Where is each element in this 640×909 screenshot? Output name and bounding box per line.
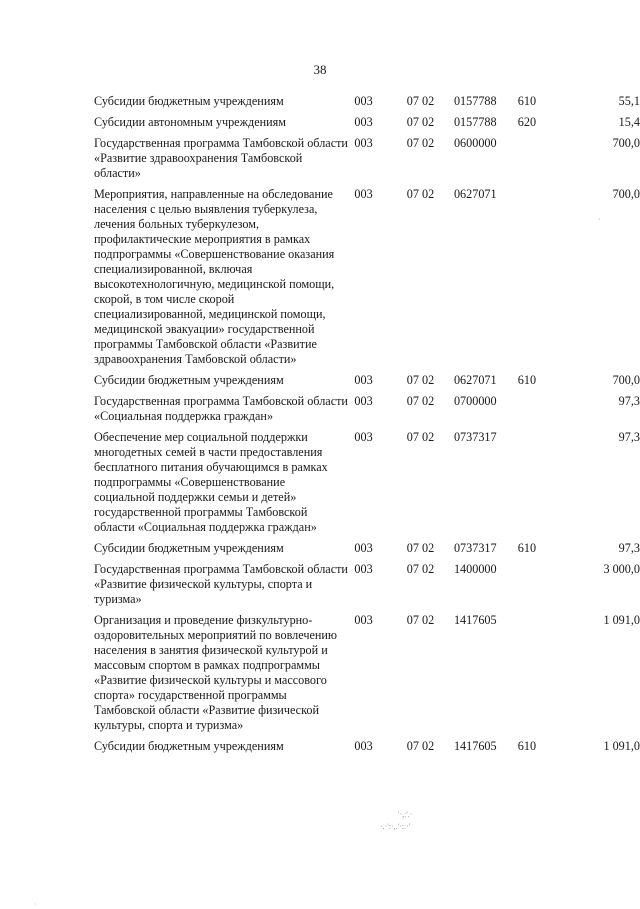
table-row <box>94 560 640 611</box>
row-csr: 0627071 <box>453 187 497 201</box>
row-vr <box>518 611 563 737</box>
row-ved: 003 <box>354 94 373 108</box>
row-name: Организация и проведение физкультурно-оздоровительных мероприятий по вовлечению населения в занятия физической культурой и массовым спортом в рамках подпрограммы «Развитие физической культуры и массового спорта» государственной программы Тамбовской области «Развитие физической культуры, спорта и туризма» <box>94 613 338 732</box>
row-ved: 003 <box>354 373 373 387</box>
row-ved: 003 <box>354 430 373 444</box>
row-name: Государственная программа Тамбовской области «Социальная поддержка граждан» <box>94 394 348 423</box>
row-rz: 07 02 <box>406 187 435 201</box>
table-row <box>94 392 640 428</box>
row-vr: 620 <box>517 115 537 129</box>
row-csr: 0737317 <box>453 541 497 555</box>
row-vr: 610 <box>517 94 537 108</box>
row-sum: 700,0 <box>612 373 640 387</box>
row-rz: 07 02 <box>406 562 435 576</box>
row-ved: 003 <box>354 541 373 555</box>
row-name: Субсидии автономным учреждениям <box>94 115 286 129</box>
row-vr <box>518 185 563 371</box>
row-name: Субсидии бюджетным учреждениям <box>94 541 284 555</box>
row-name: Мероприятия, направленные на обследование населения с целью выявления туберкулеза, лечения больных туберкулезом, профилактические мероприятия в рамках подпрограммы «Совершенствование оказания специализированной, включая высокотехнологичную, медицинской помощи, скорой, в том числе скорой специализированной, медицинской помощи, медицинской эвакуации» государственной программы Тамбовской области «Развитие здравоохранения Тамбовской области» <box>94 187 335 366</box>
row-ved: 003 <box>354 562 373 576</box>
row-rz: 07 02 <box>406 739 435 753</box>
row-sum: 97,3 <box>618 394 640 408</box>
row-csr: 1417605 <box>453 613 497 627</box>
row-name: Субсидии бюджетным учреждениям <box>94 94 284 108</box>
row-ved: 003 <box>354 394 373 408</box>
budget-table <box>94 92 640 758</box>
table-row <box>94 428 640 539</box>
row-sum: 1 091,0 <box>603 739 640 753</box>
row-vr <box>518 428 563 539</box>
row-sum: 15,4 <box>618 115 640 129</box>
row-sum: 97,3 <box>618 430 640 444</box>
row-vr: 610 <box>517 541 537 555</box>
row-ved: 003 <box>354 115 373 129</box>
row-csr: 0700000 <box>453 394 497 408</box>
row-sum: 1 091,0 <box>603 613 640 627</box>
table-row <box>94 611 640 737</box>
row-rz: 07 02 <box>406 94 435 108</box>
row-rz: 07 02 <box>406 373 435 387</box>
scan-artifact: ·.·':·,.'·:.·' <box>380 822 411 831</box>
row-vr <box>518 392 563 428</box>
row-name: Государственная программа Тамбовской области «Развитие здравоохранения Тамбовской области» <box>94 136 348 180</box>
row-csr: 0737317 <box>453 430 497 444</box>
row-sum: 700,0 <box>612 187 640 201</box>
row-ved: 003 <box>354 739 373 753</box>
row-csr: 1400000 <box>453 562 497 576</box>
row-rz: 07 02 <box>406 613 435 627</box>
table-row <box>94 134 640 185</box>
row-vr <box>518 134 563 185</box>
row-name: Субсидии бюджетным учреждениям <box>94 739 284 753</box>
table-row <box>94 539 640 560</box>
row-vr: 610 <box>517 373 537 387</box>
row-ved: 003 <box>354 187 373 201</box>
row-vr: 610 <box>517 739 537 753</box>
scan-artifact: · <box>598 215 601 224</box>
table-row <box>94 185 640 371</box>
row-ved: 003 <box>354 613 373 627</box>
row-sum: 55,1 <box>618 94 640 108</box>
row-csr: 0157788 <box>453 115 497 129</box>
row-rz: 07 02 <box>406 136 435 150</box>
table-row <box>94 737 640 758</box>
row-rz: 07 02 <box>406 394 435 408</box>
scan-artifact: '·,:'.· <box>398 810 413 819</box>
row-sum: 700,0 <box>612 136 640 150</box>
row-csr: 1417605 <box>453 739 497 753</box>
row-name: Субсидии бюджетным учреждениям <box>94 373 284 387</box>
row-ved: 003 <box>354 136 373 150</box>
page-number: 38 <box>313 62 327 77</box>
scan-artifact: · <box>34 900 37 909</box>
row-sum: 97,3 <box>618 541 640 555</box>
table-row <box>94 371 640 392</box>
row-vr <box>518 560 563 611</box>
table-row <box>94 92 640 113</box>
row-name: Обеспечение мер социальной поддержки многодетных семей в части предоставления бесплатного питания обучающимся в рамках подпрограммы «Совершенствование социальной поддержки семьи и детей» государственной программы Тамбовской области «Социальная поддержка граждан» <box>94 430 328 534</box>
row-rz: 07 02 <box>406 541 435 555</box>
table-row <box>94 113 640 134</box>
row-sum: 3 000,0 <box>603 562 640 576</box>
row-name: Государственная программа Тамбовской области «Развитие физической культуры, спорта и туризма» <box>94 562 348 606</box>
row-rz: 07 02 <box>406 430 435 444</box>
row-rz: 07 02 <box>406 115 435 129</box>
row-csr: 0600000 <box>453 136 497 150</box>
row-csr: 0157788 <box>453 94 497 108</box>
row-csr: 0627071 <box>453 373 497 387</box>
